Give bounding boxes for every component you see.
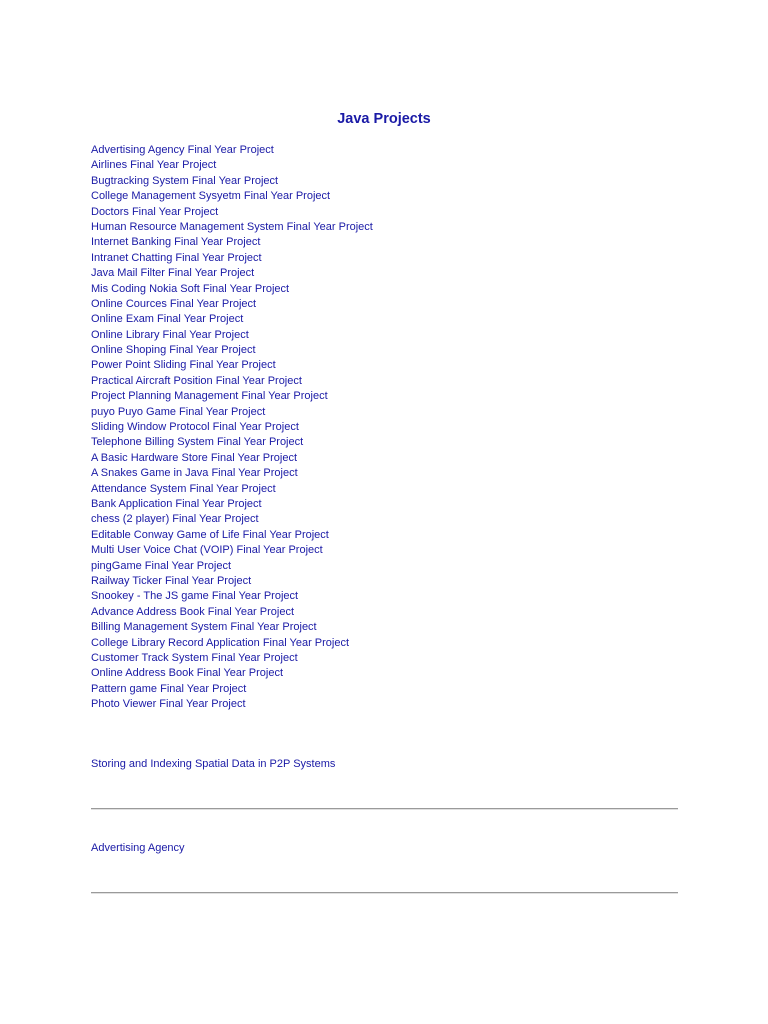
project-link[interactable]: Project Planning Management Final Year Project <box>91 390 328 403</box>
project-link[interactable]: Railway Ticker Final Year Project <box>91 574 252 587</box>
project-link[interactable]: Practical Aircraft Position Final Year Project <box>91 374 302 387</box>
project-link[interactable]: Doctors Final Year Project <box>91 205 219 218</box>
project-link[interactable]: Advertising Agency Final Year Project <box>91 144 274 156</box>
project-link[interactable]: Online Address Book Final Year Project <box>91 667 284 680</box>
project-link[interactable]: Mis Coding Nokia Soft Final Year Project <box>91 282 290 295</box>
project-link[interactable]: Sliding Window Protocol Final Year Project <box>91 421 299 434</box>
project-link[interactable]: College Management Sysyetm Final Year Project <box>91 190 331 203</box>
project-link[interactable]: Online Cources Final Year Project <box>91 297 257 310</box>
project-link[interactable]: pingGame Final Year Project <box>91 559 232 572</box>
project-link[interactable]: Online Shoping Final Year Project <box>91 344 256 357</box>
project-link[interactable]: Online Library Final Year Project <box>91 328 249 341</box>
project-link[interactable]: Intranet Chatting Final Year Project <box>91 251 262 264</box>
horizontal-divider <box>91 892 678 894</box>
project-link[interactable]: chess (2 player) Final Year Project <box>91 513 259 526</box>
project-link[interactable]: Java Mail Filter Final Year Project <box>91 267 255 280</box>
project-link[interactable]: Multi User Voice Chat (VOIP) Final Year Project <box>91 544 323 557</box>
project-link-list <box>91 143 373 712</box>
project-link[interactable]: Power Point Sliding Final Year Project <box>91 359 276 372</box>
project-link[interactable]: Billing Management System Final Year Project <box>91 621 317 634</box>
advertising-agency-link[interactable]: Advertising Agency <box>91 842 185 854</box>
project-link[interactable]: A Snakes Game in Java Final Year Project <box>91 467 298 480</box>
project-link[interactable]: Telephone Billing System Final Year Project <box>91 436 304 449</box>
project-link[interactable]: Human Resource Management System Final Year Project <box>91 220 373 233</box>
project-link[interactable]: Editable Conway Game of Life Final Year Project <box>91 528 329 541</box>
project-link[interactable]: Snookey - The JS game Final Year Project <box>91 590 299 603</box>
spatial-data-link[interactable]: Storing and Indexing Spatial Data in P2P Systems <box>91 758 336 770</box>
page-title: Java Projects <box>337 111 431 127</box>
project-link[interactable]: Pattern game Final Year Project <box>91 682 247 695</box>
project-link[interactable]: College Library Record Application Final Year Project <box>91 636 350 649</box>
project-link[interactable]: Advance Address Book Final Year Project <box>91 605 295 618</box>
project-link[interactable]: Online Exam Final Year Project <box>91 313 244 326</box>
project-link[interactable]: Internet Banking Final Year Project <box>91 236 261 249</box>
project-link[interactable]: Bank Application Final Year Project <box>91 497 262 510</box>
project-link[interactable]: puyo Puyo Game Final Year Project <box>91 405 266 418</box>
project-link[interactable]: A Basic Hardware Store Final Year Project <box>91 451 298 464</box>
project-link[interactable]: Bugtracking System Final Year Project <box>91 174 279 187</box>
project-link[interactable]: Photo Viewer Final Year Project <box>91 698 246 711</box>
project-link[interactable]: Airlines Final Year Project <box>91 159 217 172</box>
project-link[interactable]: Customer Track System Final Year Project <box>91 651 298 664</box>
project-link[interactable]: Attendance System Final Year Project <box>91 482 276 495</box>
horizontal-divider <box>91 808 678 810</box>
